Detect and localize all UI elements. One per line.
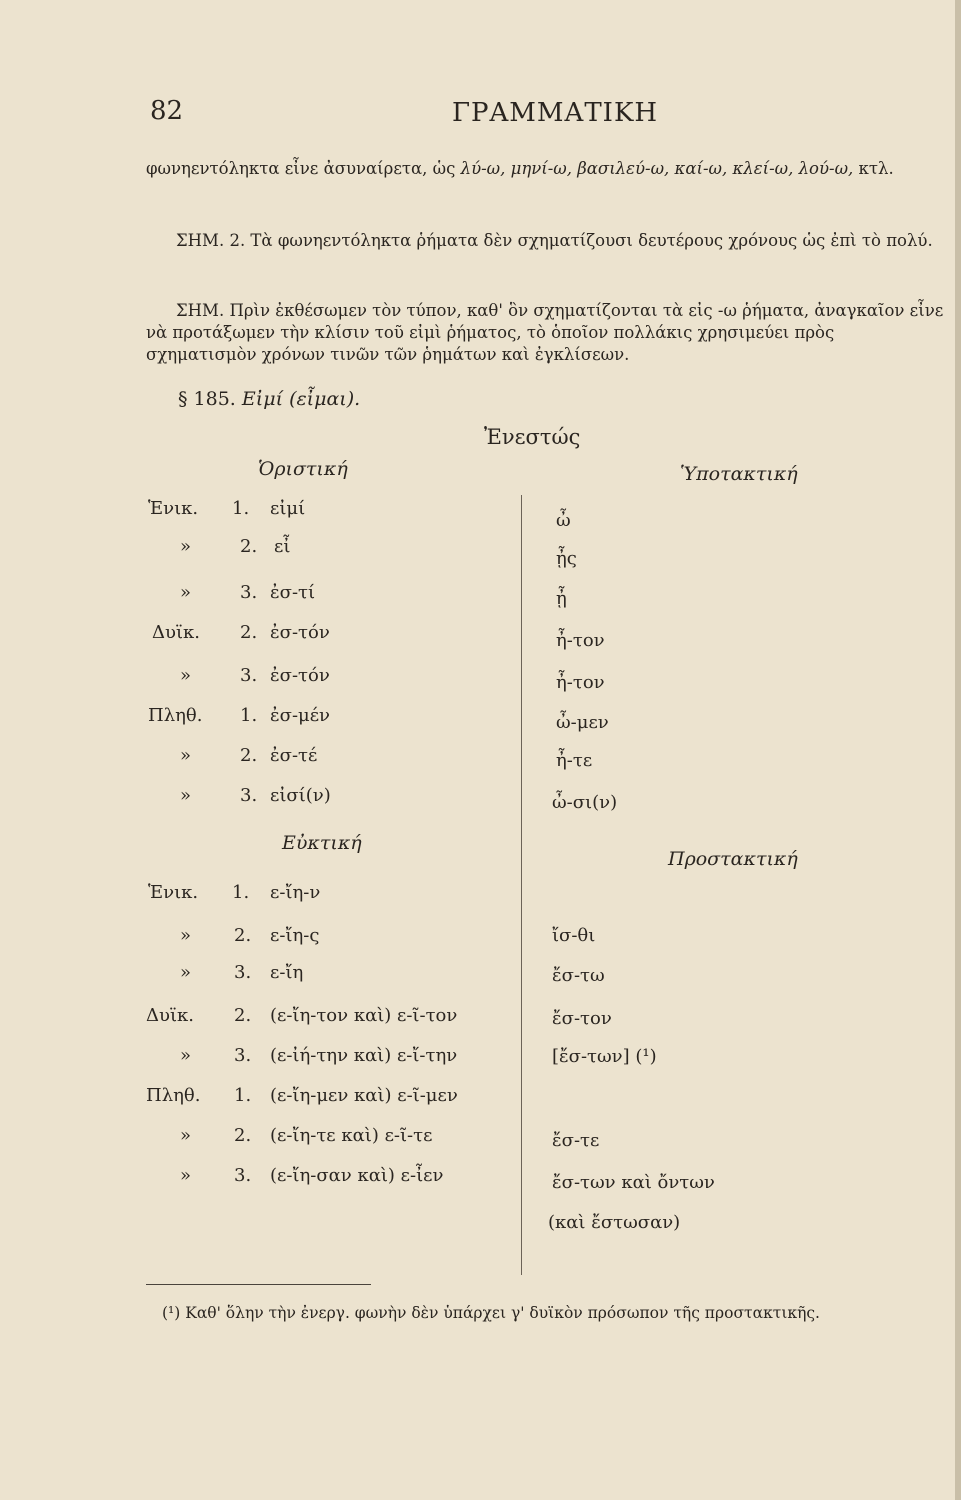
row-label: Πληθ. bbox=[146, 1085, 201, 1106]
row-number: 2. bbox=[234, 925, 252, 946]
page-edge bbox=[955, 0, 961, 1500]
row-number: 3. bbox=[234, 1165, 252, 1186]
verb-form: ἐσ-τί bbox=[270, 582, 316, 603]
verb-form: (ε-ἴη-τον καὶ) ε-ῖ-τον bbox=[270, 1005, 458, 1026]
indicative-heading: Ὁριστική bbox=[258, 458, 348, 480]
row-label: » bbox=[180, 1045, 192, 1066]
row-number: 1. bbox=[234, 1085, 252, 1106]
verb-form: [ἔσ-των] (¹) bbox=[552, 1046, 657, 1067]
verb-form: ε-ἴη-ν bbox=[270, 882, 321, 903]
verb-form: ἔσ-τον bbox=[552, 1008, 612, 1029]
row-label: Δυϊκ. bbox=[152, 622, 200, 643]
section-heading bbox=[178, 388, 360, 410]
verb-form: ἐσ-μέν bbox=[270, 705, 330, 726]
row-number: 3. bbox=[240, 785, 258, 806]
row-number: 1. bbox=[240, 705, 258, 726]
intro-paragraph bbox=[146, 158, 946, 180]
verb-form: ἔσ-των καὶ ὄντων bbox=[552, 1172, 715, 1193]
verb-form: ἦ-τε bbox=[556, 750, 593, 771]
verb-form: (ε-ἰή-την καὶ) ε-ἴ-την bbox=[270, 1045, 458, 1066]
row-label: » bbox=[180, 582, 192, 603]
verb-form: ε-ἴη-ς bbox=[270, 925, 320, 946]
row-number: 3. bbox=[240, 665, 258, 686]
page-number: 82 bbox=[150, 96, 184, 126]
row-number: 2. bbox=[234, 1005, 252, 1026]
verb-form: ἔσ-τω bbox=[552, 965, 605, 986]
verb-form: ε-ἴη bbox=[270, 962, 304, 983]
footnote-rule bbox=[146, 1284, 371, 1285]
verb-form: εἶ bbox=[274, 536, 291, 557]
row-number: 1. bbox=[232, 498, 250, 519]
verb-form: ἐσ-τέ bbox=[270, 745, 318, 766]
verb-form: (ε-ἴη-τε καὶ) ε-ῖ-τε bbox=[270, 1125, 433, 1146]
verb-form: ᾖς bbox=[556, 548, 577, 569]
verb-form: ἐσ-τόν bbox=[270, 622, 330, 643]
note-2: ΣΗΜ. 2. Τὰ φωνηεντόληκτα ῥήματα δὲν σχηματίζουσι δευτέρους χρόνους ὡς ἐπὶ τὸ πολύ. bbox=[176, 231, 933, 250]
intro-text-end: κτλ. bbox=[853, 159, 894, 178]
row-label: » bbox=[180, 1165, 192, 1186]
verb-form: εἰμί bbox=[270, 498, 306, 519]
verb-form: εἰσί(ν) bbox=[270, 785, 331, 806]
row-label: » bbox=[180, 925, 192, 946]
row-number: 1. bbox=[232, 882, 250, 903]
row-number: 3. bbox=[240, 582, 258, 603]
row-label: Ἑνικ. bbox=[148, 882, 199, 903]
running-title: ΓΡΑΜΜΑΤΙΚΗ bbox=[452, 98, 659, 128]
row-label: » bbox=[180, 785, 192, 806]
row-label: » bbox=[180, 745, 192, 766]
row-number: 3. bbox=[234, 1045, 252, 1066]
row-number: 2. bbox=[240, 622, 258, 643]
verb-form: ἔσ-τε bbox=[552, 1130, 600, 1151]
row-label: Ἑνικ. bbox=[148, 498, 199, 519]
row-label: Δυϊκ. bbox=[146, 1005, 194, 1026]
imperative-heading: Προστακτική bbox=[668, 848, 798, 870]
verb-form: ὦ-σι(ν) bbox=[552, 792, 618, 813]
verb-form: ἐσ-τόν bbox=[270, 665, 330, 686]
verb-form: ἦ-τον bbox=[556, 672, 605, 693]
note-3: ΣΗΜ. Πρὶν ἐκθέσωμεν τὸν τύπον, καθ' ὃν σχηματίζονται τὰ εἰς -ω ῥήματα, ἀναγκαῖον εἶνε νὰ προτάξωμεν τὴν κλίσιν τοῦ εἰμὶ ῥήματος, τὸ ὁποῖον πολλάκις χρησιμεύει πρὸς σχηματισμὸν χρόνων τινῶν τῶν ῥημάτων καὶ ἐγκλίσεων. bbox=[146, 301, 944, 364]
section-number: § 185. bbox=[178, 388, 236, 410]
row-label: Πληθ. bbox=[148, 705, 203, 726]
optative-heading: Εὐκτική bbox=[282, 832, 362, 854]
verb-form: (καὶ ἔστωσαν) bbox=[548, 1212, 681, 1233]
column-divider bbox=[521, 495, 522, 1275]
row-label: » bbox=[180, 536, 192, 557]
verb-form: (ε-ἴη-σαν καὶ) ε-ἶεν bbox=[270, 1165, 444, 1186]
row-number: 2. bbox=[240, 745, 258, 766]
row-number: 3. bbox=[234, 962, 252, 983]
tense-heading: Ἐνεστώς bbox=[484, 425, 581, 449]
verb-form: ἦ-τον bbox=[556, 630, 605, 651]
footnote: (¹) Καθ' ὅλην τὴν ἐνεργ. φωνὴν δὲν ὑπάρχει γ' δυϊκὸν πρόσωπον τῆς προστακτικῆς. bbox=[162, 1304, 820, 1322]
section-title: Εἰμί (εἶμαι). bbox=[241, 388, 361, 410]
row-label: » bbox=[180, 1125, 192, 1146]
subjunctive-heading: Ὑποτακτική bbox=[680, 463, 798, 485]
intro-text: φωνηεντόληκτα εἶνε ἀσυναίρετα, ὡς bbox=[146, 159, 461, 178]
intro-examples: λύ-ω, μηνί-ω, βασιλεύ-ω, καί-ω, κλεί-ω, λού-ω, bbox=[460, 159, 854, 178]
verb-form: ὦ-μεν bbox=[556, 712, 609, 733]
row-number: 2. bbox=[234, 1125, 252, 1146]
row-number: 2. bbox=[240, 536, 258, 557]
verb-form: (ε-ἴη-μεν καὶ) ε-ῖ-μεν bbox=[270, 1085, 458, 1106]
row-label: » bbox=[180, 962, 192, 983]
verb-form: ἴσ-θι bbox=[552, 925, 596, 946]
verb-form: ὦ bbox=[556, 510, 571, 531]
verb-form: ᾖ bbox=[556, 588, 567, 609]
row-label: » bbox=[180, 665, 192, 686]
